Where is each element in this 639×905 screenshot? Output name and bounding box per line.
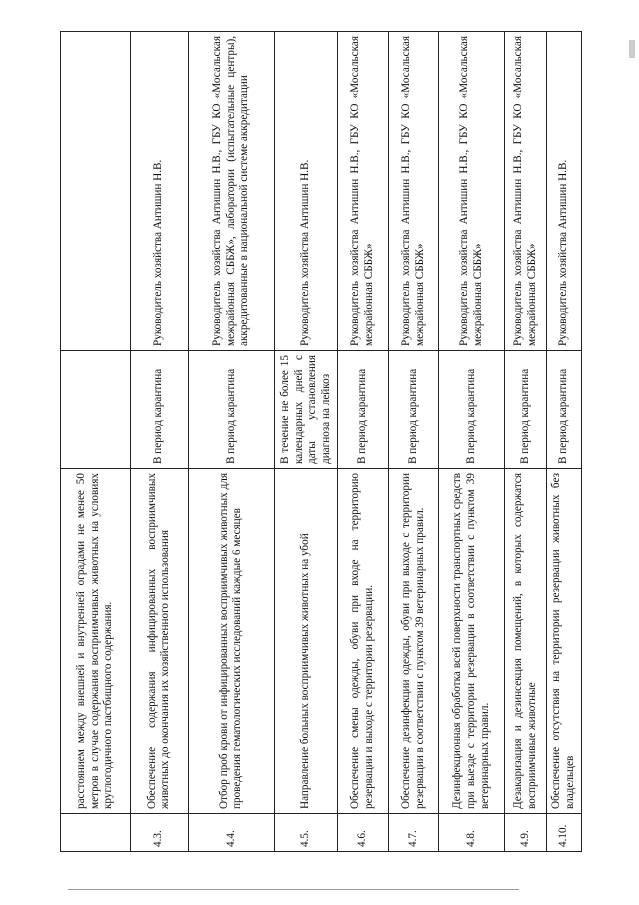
row-number	[61, 814, 131, 852]
responsible-text: Руководитель хозяйства Антишин Н.В., ГБУ КО «Мосальская межрайонная СББЖ»	[338, 32, 389, 351]
table-row	[439, 32, 504, 852]
measure-text: Направление больных восприимчивых животных на убой	[275, 469, 338, 814]
responsible-text: Руководитель хозяйства Антишин Н.В., ГБУ КО «Мосальская межрайонная СББЖ»	[439, 32, 504, 351]
measure-text: Отбор проб крови от инфицированных восприимчивых животных для проведения гематологических исследований каждые 6 месяцев	[188, 469, 275, 814]
page-bottom-rule	[68, 889, 519, 890]
table-row	[338, 32, 389, 852]
responsible-text: Руководитель хозяйства Антишин Н.В., ГБУ КО «Мосальская межрайонная СББЖ», лаборатории (испытательные центры), аккредитованные в национальной системе аккредитации	[188, 32, 275, 351]
measure-text: Обеспечение дезинфекции одежды, обуви при выходе с территории резервации в соответствии с пунктом 39 ветеринарных правил.	[388, 469, 439, 814]
table-row	[275, 32, 338, 852]
row-number: 4.4.	[188, 814, 275, 852]
term-text: В период карантина	[130, 351, 188, 469]
row-number: 4.9.	[504, 814, 546, 852]
measure-text: Обеспечение смены одежды, обуви при входе на территорию резервации и выходе с территории резервации.	[338, 469, 389, 814]
responsible-text: Руководитель хозяйства Антишин Н.В.	[275, 32, 338, 351]
table-row	[547, 32, 582, 852]
responsible-text: Руководитель хозяйства Антишин Н.В., ГБУ КО «Мосальская межрайонная СББЖ»	[388, 32, 439, 351]
table-row	[61, 32, 131, 852]
rotated-table-container	[60, 32, 582, 852]
term-text: В период карантина	[188, 351, 275, 469]
responsible-text: Руководитель хозяйства Антишин Н.В., ГБУ КО «Мосальская межрайонная СББЖ»	[504, 32, 546, 351]
quarantine-measures-table	[60, 31, 582, 852]
row-number: 4.6.	[338, 814, 389, 852]
measure-text: Обеспечение отсутствия на территории резервации животных без владельцев	[547, 469, 582, 814]
scan-edge-mark	[629, 40, 635, 58]
measure-text: расстоянием между внешней и внутренней оградами не менее 50 метров в случае содержания восприимчивых животных на условиях круглогодичного пастбищного содержания.	[61, 469, 131, 814]
row-number: 4.3.	[130, 814, 188, 852]
table-row	[188, 32, 275, 852]
measure-text: Обеспечение содержания инфицированных восприимчивых животных до окончания их хозяйственного использования	[130, 469, 188, 814]
term-text: В период карантина	[338, 351, 389, 469]
table-row	[130, 32, 188, 852]
term-text: В период карантина	[439, 351, 504, 469]
responsible-text: Руководитель хозяйства Антишин Н.В.	[130, 32, 188, 351]
row-number: 4.5.	[275, 814, 338, 852]
row-number: 4.8.	[439, 814, 504, 852]
term-text: В течение не более 15 календарных дней с даты установления диагноза на лейкоз	[275, 351, 338, 469]
row-number: 4.10.	[547, 814, 582, 852]
responsible-text	[61, 32, 131, 351]
term-text: В период карантина	[504, 351, 546, 469]
row-number: 4.7.	[388, 814, 439, 852]
term-text: В период карантина	[547, 351, 582, 469]
term-text	[61, 351, 131, 469]
responsible-text: Руководитель хозяйства Антишин Н.В.	[547, 32, 582, 351]
measure-text: Дезинфекционная обработка всей поверхности транспортных средств при выезде с территории резервации в соответствии с пунктом 39 ветеринарных правил.	[439, 469, 504, 814]
term-text: В период карантина	[388, 351, 439, 469]
table-row	[388, 32, 439, 852]
table-row	[504, 32, 546, 852]
measure-text: Дезакаризация и дезинсекция помещений, в которых содержатся восприимчивые животные	[504, 469, 546, 814]
